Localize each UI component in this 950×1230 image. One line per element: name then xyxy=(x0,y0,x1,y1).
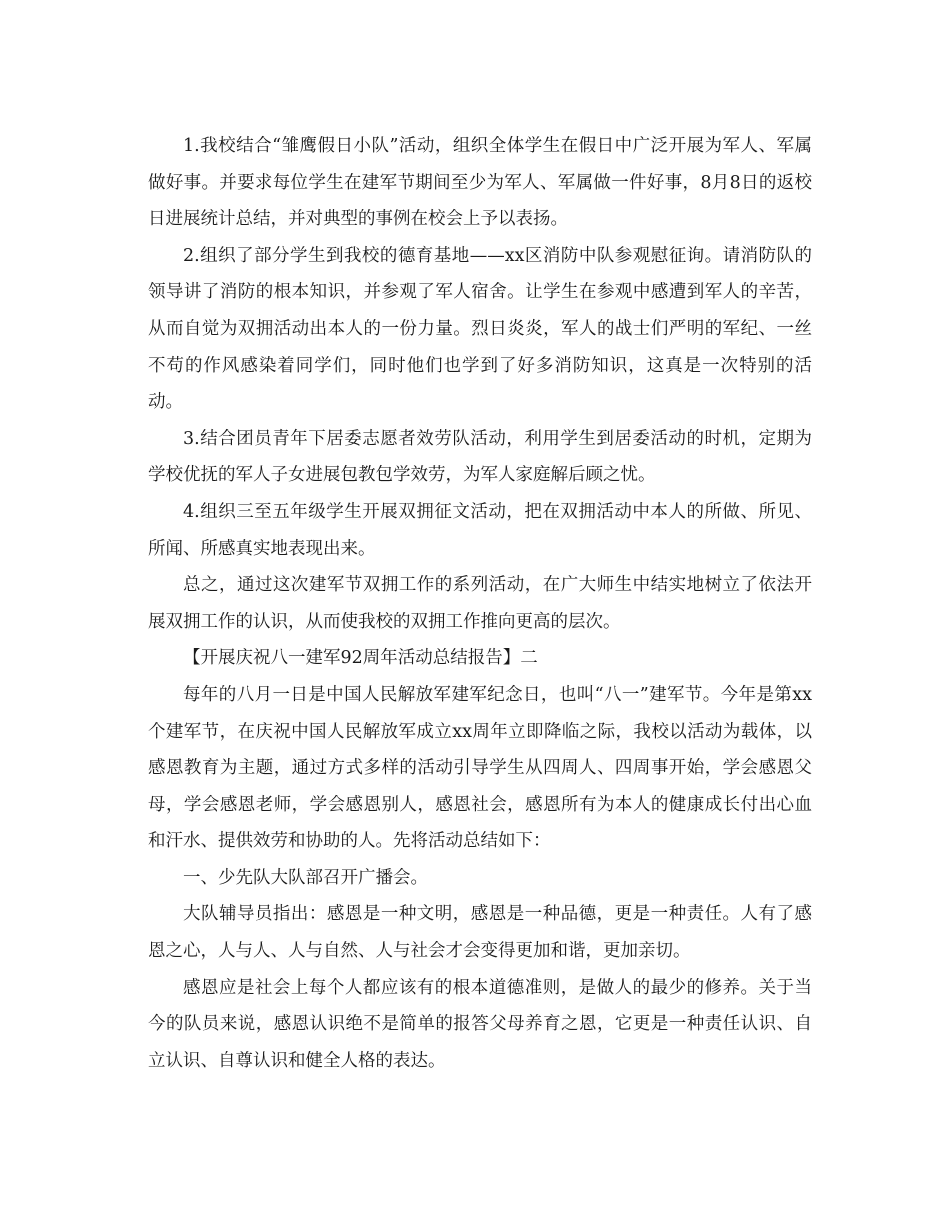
paragraph-subheading: 一、少先队大队部召开广播会。 xyxy=(183,867,428,888)
paragraph-3: 3.结合团员青年下居委志愿者效劳队活动，利用学生到居委活动的时机，定期为学校优抚的军人子女进展包教包学效劳，为军人家庭解后顾之忧。 xyxy=(148,428,812,486)
section-heading: 【开展庆祝八一建军92周年活动总结报告】二 xyxy=(183,648,538,669)
paragraph-summary: 总之，通过这次建军节双拥工作的系列活动，在广大师生中结实地树立了依法开展双拥工作的认识，从而使我校的双拥工作推向更高的层次。 xyxy=(148,575,812,632)
document-page xyxy=(148,128,812,1079)
paragraph-1: 1.我校结合“雏鹰假日小队”活动，组织全体学生在假日中广泛开展为军人、军属做好事。并要求每位学生在建军节期间至少为军人、军属做一件好事，8月8日的返校日进展统计总结，并对典型的事例在校会上予以表扬。 xyxy=(148,136,812,230)
paragraph-intro: 每年的八月一日是中国人民解放军建军纪念日，也叫“八一”建军节。今年是第xx个建军节，在庆祝中国人民解放军成立xx周年立即降临之际，我校以活动为载体，以感恩教育为主题，通过方式多样的活动引导学生从四周人、四周事开始，学会感恩父母，学会感恩老师，学会感恩别人，感恩社会，感恩所有为本人的健康成长付出心血和汗水、提供效劳和协助的人。先将活动总结如下： xyxy=(148,684,812,852)
paragraph-2: 2.组织了部分学生到我校的德育基地——xx区消防中队参观慰征询。请消防队的领导讲了消防的根本知识，并参观了军人宿舍。让学生在参观中感遭到军人的辛苦，从而自觉为双拥活动出本人的一份力量。烈日炎炎，军人的战士们严明的军纪、一丝不苟的作风感染着同学们，同时他们也学到了好多消防知识，这真是一次特别的活动。 xyxy=(148,245,812,413)
paragraph-counselor: 大队辅导员指出：感恩是一种文明，感恩是一种品德，更是一种责任。人有了感恩之心，人与人、人与自然、人与社会才会变得更加和谐，更加亲切。 xyxy=(148,904,812,962)
paragraph-4: 4.组织三至五年级学生开展双拥征文活动，把在双拥活动中本人的所做、所见、所闻、所感真实地表现出来。 xyxy=(148,501,812,559)
paragraph-gratitude: 感恩应是社会上每个人都应该有的根本道德准则，是做人的最少的修养。关于当今的队员来说，感恩认识绝不是简单的报答父母养育之恩，它更是一种责任认识、自立认识、自尊认识和健全人格的表达。 xyxy=(148,977,812,1071)
